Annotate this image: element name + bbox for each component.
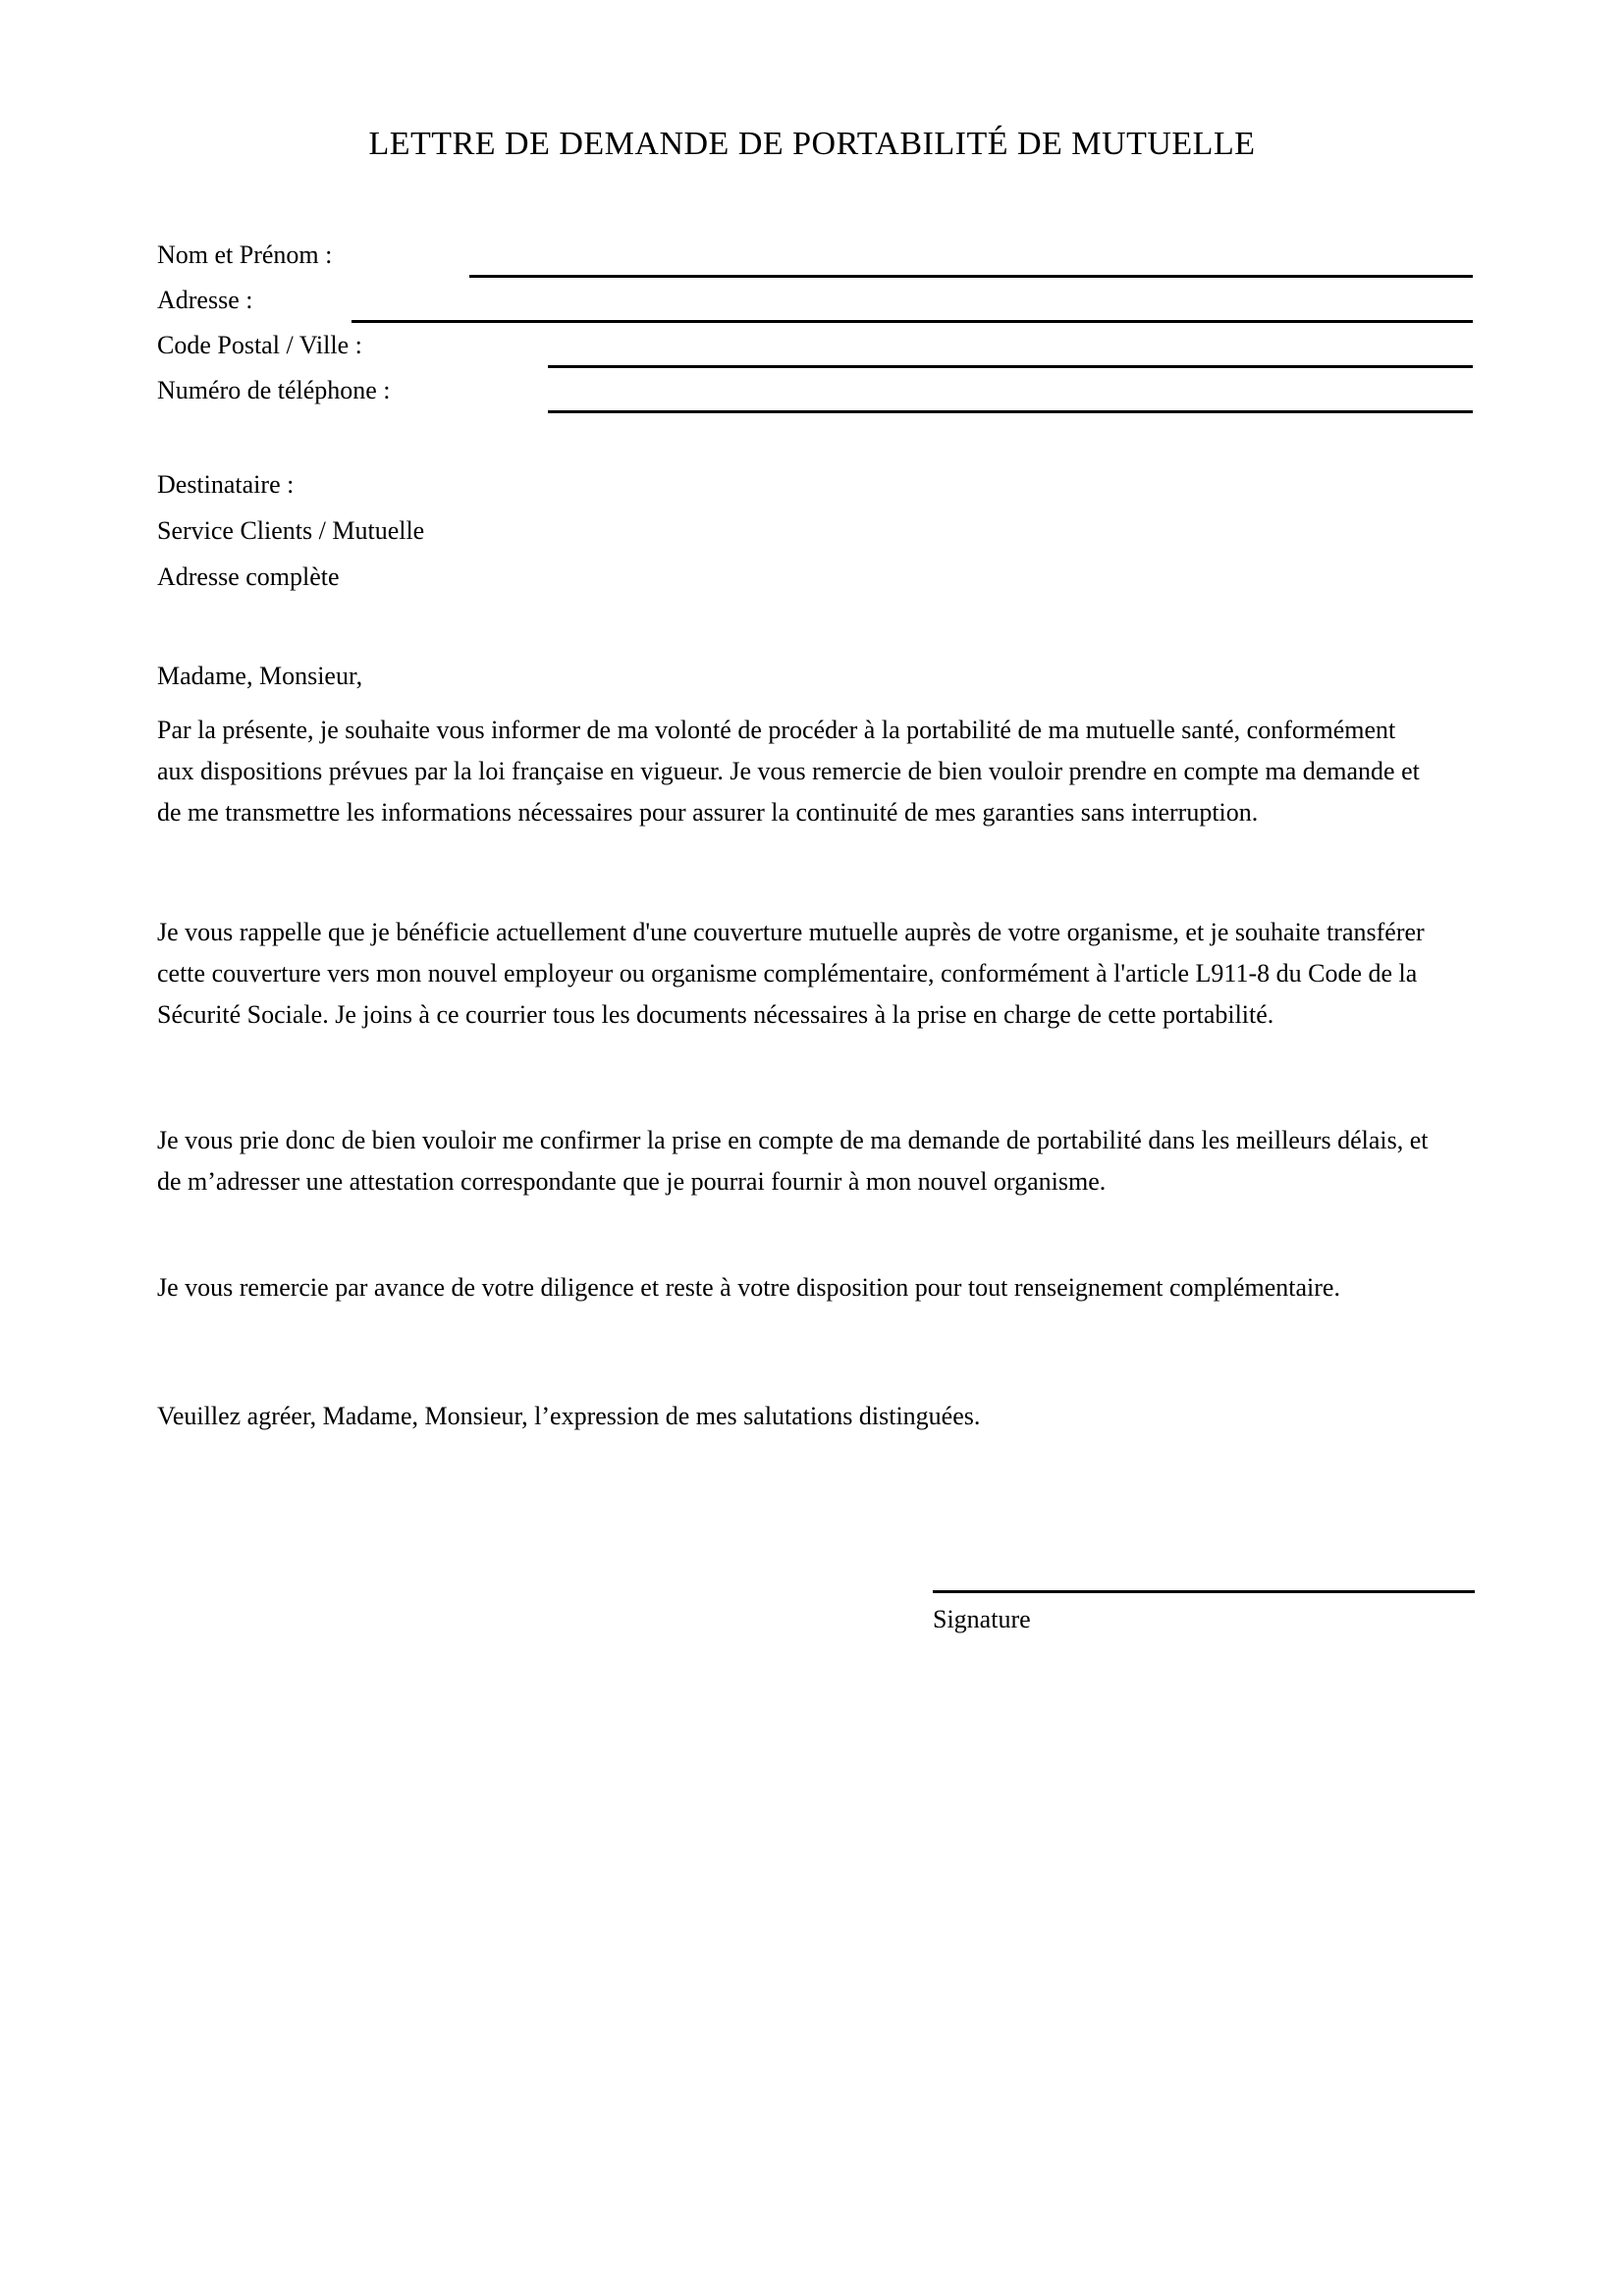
field-label-telephone: Numéro de téléphone : (157, 376, 391, 404)
field-label-code-postal-ville: Code Postal / Ville : (157, 331, 362, 359)
recipient-line-service: Service Clients / Mutuelle (157, 516, 425, 545)
body-paragraph-1: Par la présente, je souhaite vous informer de ma volonté de procéder à la portabilité de ma mutuelle santé, conformément aux dispositions prévues par la loi française en vigueur. Je vous remercie de bien vouloir prendre en compte ma demande et de me transmettre les informations nécessaires pour assurer la continuité de mes garanties sans interruption. (157, 716, 1420, 827)
signature-line[interactable] (933, 1590, 1475, 1593)
telephone-field-line[interactable] (548, 410, 1473, 413)
nom-prenom-field-line[interactable] (469, 275, 1473, 278)
code-postal-ville-field-line[interactable] (548, 365, 1473, 368)
field-label-nom-prenom: Nom et Prénom : (157, 240, 333, 269)
field-row-adresse (157, 288, 1473, 327)
body-paragraph-3: Je vous prie donc de bien vouloir me confirmer la prise en compte de ma demande de portabilité dans les meilleurs délais, et de m’adresser une attestation correspondante que je pourrai fournir à mon nouvel organisme. (157, 1126, 1429, 1196)
recipient-block (157, 461, 424, 600)
salutation: Madame, Monsieur, (157, 662, 363, 690)
field-row-code-postal-ville (157, 333, 1473, 372)
recipient-heading: Destinataire : (157, 470, 295, 499)
body-paragraph-2: Je vous rappelle que je bénéficie actuellement d'une couverture mutuelle auprès de votre organisme, et je souhaite transférer cette couverture vers mon nouvel employeur ou organisme complémentaire, conformément à l'article L911-8 du Code de la Sécurité Sociale. Je joins à ce courrier tous les documents nécessaires à la prise en charge de cette portabilité. (157, 918, 1425, 1029)
signature-block (933, 1590, 1475, 1632)
signature-label: Signature (933, 1605, 1031, 1633)
closing-formula: Veuillez agréer, Madame, Monsieur, l’expression de mes salutations distinguées. (157, 1402, 981, 1430)
field-row-telephone (157, 378, 1473, 417)
recipient-line-adresse: Adresse complète (157, 562, 340, 591)
body-paragraph-4: Je vous remercie par avance de votre diligence et reste à votre disposition pour tout renseignement complémentaire. (157, 1273, 1340, 1302)
letter-title: LETTRE DE DEMANDE DE PORTABILITÉ DE MUTUELLE (368, 126, 1256, 162)
field-label-adresse: Adresse : (157, 286, 253, 314)
adresse-field-line[interactable] (352, 320, 1473, 323)
field-row-nom-prenom (157, 242, 1473, 282)
